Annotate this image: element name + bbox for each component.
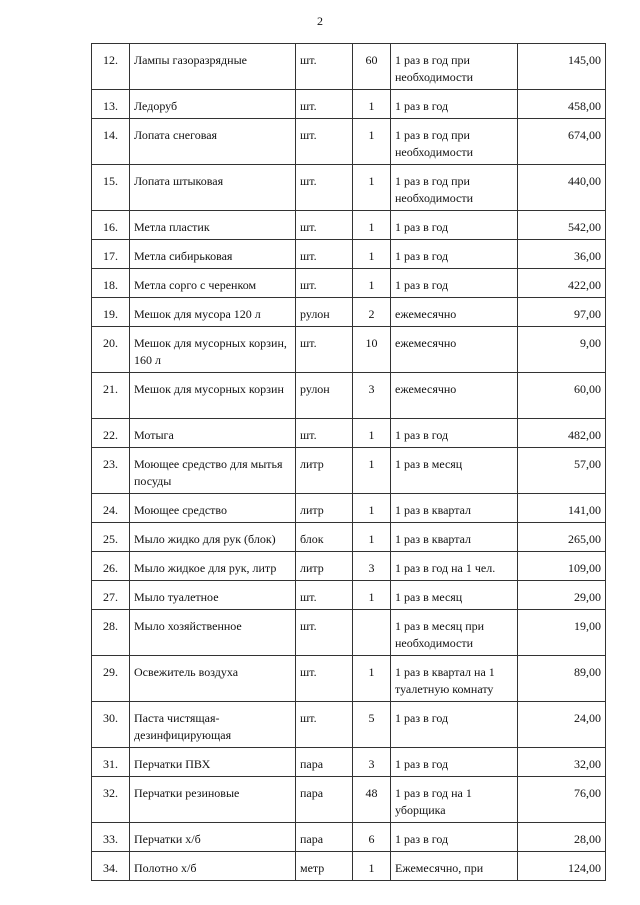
quantity-cell: 3 bbox=[353, 552, 391, 581]
row-number-cell: 25. bbox=[92, 523, 130, 552]
unit-cell: шт. bbox=[296, 656, 353, 702]
unit-cell: шт. bbox=[296, 269, 353, 298]
price-cell: 542,00 bbox=[518, 211, 606, 240]
item-name-cell: Паста чистящая-дезинфицирующая bbox=[130, 702, 296, 748]
frequency-cell: Ежемесячно, при bbox=[391, 852, 518, 881]
table-row bbox=[92, 777, 606, 823]
quantity-cell: 1 bbox=[353, 165, 391, 211]
row-number-cell: 20. bbox=[92, 327, 130, 373]
price-cell: 458,00 bbox=[518, 90, 606, 119]
price-cell: 440,00 bbox=[518, 165, 606, 211]
row-number-cell: 22. bbox=[92, 419, 130, 448]
table-row bbox=[92, 211, 606, 240]
frequency-cell: 1 раз в год bbox=[391, 90, 518, 119]
frequency-cell: ежемесячно bbox=[391, 373, 518, 419]
table-row bbox=[92, 327, 606, 373]
quantity-cell: 2 bbox=[353, 298, 391, 327]
item-name-cell: Перчатки х/б bbox=[130, 823, 296, 852]
frequency-cell: 1 раз в год bbox=[391, 702, 518, 748]
table-row bbox=[92, 823, 606, 852]
unit-cell: шт. bbox=[296, 327, 353, 373]
table-row bbox=[92, 373, 606, 419]
price-cell: 124,00 bbox=[518, 852, 606, 881]
table-row bbox=[92, 852, 606, 881]
row-number-cell: 30. bbox=[92, 702, 130, 748]
table-row bbox=[92, 702, 606, 748]
frequency-cell: 1 раз в квартал bbox=[391, 494, 518, 523]
row-number-cell: 24. bbox=[92, 494, 130, 523]
frequency-cell: 1 раз в квартал bbox=[391, 523, 518, 552]
table-row bbox=[92, 552, 606, 581]
quantity-cell: 1 bbox=[353, 90, 391, 119]
row-number-cell: 21. bbox=[92, 373, 130, 419]
frequency-cell: 1 раз в год bbox=[391, 823, 518, 852]
table-row bbox=[92, 581, 606, 610]
item-name-cell: Метла пластик bbox=[130, 211, 296, 240]
unit-cell: шт. bbox=[296, 119, 353, 165]
table-row bbox=[92, 748, 606, 777]
unit-cell: рулон bbox=[296, 298, 353, 327]
table-row bbox=[92, 610, 606, 656]
row-number-cell: 14. bbox=[92, 119, 130, 165]
frequency-cell: 1 раз в год bbox=[391, 211, 518, 240]
unit-cell: шт. bbox=[296, 419, 353, 448]
item-name-cell: Мешок для мусорных корзин bbox=[130, 373, 296, 419]
item-name-cell: Ледоруб bbox=[130, 90, 296, 119]
price-cell: 482,00 bbox=[518, 419, 606, 448]
row-number-cell: 34. bbox=[92, 852, 130, 881]
quantity-cell: 1 bbox=[353, 581, 391, 610]
table-row bbox=[92, 494, 606, 523]
frequency-cell: 1 раз в год на 1 уборщика bbox=[391, 777, 518, 823]
unit-cell: пара bbox=[296, 748, 353, 777]
item-name-cell: Метла сорго с черенком bbox=[130, 269, 296, 298]
item-name-cell: Мешок для мусора 120 л bbox=[130, 298, 296, 327]
row-number-cell: 29. bbox=[92, 656, 130, 702]
table-row bbox=[92, 656, 606, 702]
quantity-cell: 3 bbox=[353, 748, 391, 777]
price-cell: 76,00 bbox=[518, 777, 606, 823]
row-number-cell: 17. bbox=[92, 240, 130, 269]
frequency-cell: 1 раз в год при необходимости bbox=[391, 44, 518, 90]
unit-cell: шт. bbox=[296, 90, 353, 119]
table-row bbox=[92, 119, 606, 165]
item-name-cell: Мотыга bbox=[130, 419, 296, 448]
frequency-cell: 1 раз в год при необходимости bbox=[391, 119, 518, 165]
table-row bbox=[92, 90, 606, 119]
item-name-cell: Лопата снеговая bbox=[130, 119, 296, 165]
row-number-cell: 15. bbox=[92, 165, 130, 211]
page-number: 2 bbox=[317, 14, 323, 28]
quantity-cell: 1 bbox=[353, 240, 391, 269]
item-name-cell: Лампы газоразрядные bbox=[130, 44, 296, 90]
unit-cell: шт. bbox=[296, 610, 353, 656]
frequency-cell: 1 раз в месяц при необходимости bbox=[391, 610, 518, 656]
frequency-cell: 1 раз в месяц bbox=[391, 581, 518, 610]
frequency-cell: 1 раз в год на 1 чел. bbox=[391, 552, 518, 581]
quantity-cell: 1 bbox=[353, 119, 391, 165]
unit-cell: пара bbox=[296, 777, 353, 823]
price-cell: 32,00 bbox=[518, 748, 606, 777]
table-row bbox=[92, 165, 606, 211]
item-name-cell: Освежитель воздуха bbox=[130, 656, 296, 702]
row-number-cell: 31. bbox=[92, 748, 130, 777]
row-number-cell: 12. bbox=[92, 44, 130, 90]
item-name-cell: Полотно х/б bbox=[130, 852, 296, 881]
quantity-cell: 1 bbox=[353, 656, 391, 702]
price-cell: 28,00 bbox=[518, 823, 606, 852]
item-name-cell: Лопата штыковая bbox=[130, 165, 296, 211]
frequency-cell: 1 раз в год при необходимости bbox=[391, 165, 518, 211]
price-cell: 141,00 bbox=[518, 494, 606, 523]
row-number-cell: 28. bbox=[92, 610, 130, 656]
quantity-cell: 48 bbox=[353, 777, 391, 823]
row-number-cell: 18. bbox=[92, 269, 130, 298]
item-name-cell: Мыло хозяйственное bbox=[130, 610, 296, 656]
quantity-cell: 1 bbox=[353, 448, 391, 494]
price-cell: 422,00 bbox=[518, 269, 606, 298]
unit-cell: метр bbox=[296, 852, 353, 881]
quantity-cell: 1 bbox=[353, 419, 391, 448]
item-name-cell: Мыло жидко для рук (блок) bbox=[130, 523, 296, 552]
unit-cell: блок bbox=[296, 523, 353, 552]
row-number-cell: 23. bbox=[92, 448, 130, 494]
item-name-cell: Моющее средство bbox=[130, 494, 296, 523]
quantity-cell: 6 bbox=[353, 823, 391, 852]
price-cell: 145,00 bbox=[518, 44, 606, 90]
row-number-cell: 16. bbox=[92, 211, 130, 240]
quantity-cell: 1 bbox=[353, 269, 391, 298]
row-number-cell: 27. bbox=[92, 581, 130, 610]
item-name-cell: Метла сибирьковая bbox=[130, 240, 296, 269]
price-cell: 36,00 bbox=[518, 240, 606, 269]
unit-cell: шт. bbox=[296, 165, 353, 211]
row-number-cell: 32. bbox=[92, 777, 130, 823]
frequency-cell: ежемесячно bbox=[391, 298, 518, 327]
frequency-cell: 1 раз в квартал на 1 туалетную комнату bbox=[391, 656, 518, 702]
quantity-cell: 1 bbox=[353, 211, 391, 240]
unit-cell: пара bbox=[296, 823, 353, 852]
frequency-cell: 1 раз в год bbox=[391, 269, 518, 298]
item-name-cell: Мешок для мусорных корзин, 160 л bbox=[130, 327, 296, 373]
table-row bbox=[92, 419, 606, 448]
price-cell: 265,00 bbox=[518, 523, 606, 552]
price-cell: 674,00 bbox=[518, 119, 606, 165]
table-row bbox=[92, 269, 606, 298]
frequency-cell: 1 раз в год bbox=[391, 748, 518, 777]
price-cell: 89,00 bbox=[518, 656, 606, 702]
price-cell: 109,00 bbox=[518, 552, 606, 581]
table-row bbox=[92, 523, 606, 552]
unit-cell: литр bbox=[296, 552, 353, 581]
quantity-cell: 3 bbox=[353, 373, 391, 419]
unit-cell: шт. bbox=[296, 44, 353, 90]
item-name-cell: Перчатки резиновые bbox=[130, 777, 296, 823]
table-row bbox=[92, 44, 606, 90]
quantity-cell: 60 bbox=[353, 44, 391, 90]
unit-cell: литр bbox=[296, 448, 353, 494]
row-number-cell: 19. bbox=[92, 298, 130, 327]
frequency-cell: 1 раз в месяц bbox=[391, 448, 518, 494]
price-cell: 24,00 bbox=[518, 702, 606, 748]
supplies-table bbox=[91, 43, 606, 881]
unit-cell: литр bbox=[296, 494, 353, 523]
quantity-cell: 1 bbox=[353, 852, 391, 881]
row-number-cell: 13. bbox=[92, 90, 130, 119]
unit-cell: рулон bbox=[296, 373, 353, 419]
price-cell: 19,00 bbox=[518, 610, 606, 656]
quantity-cell: 1 bbox=[353, 494, 391, 523]
item-name-cell: Перчатки ПВХ bbox=[130, 748, 296, 777]
quantity-cell: 1 bbox=[353, 523, 391, 552]
frequency-cell: ежемесячно bbox=[391, 327, 518, 373]
unit-cell: шт. bbox=[296, 702, 353, 748]
item-name-cell: Мыло жидкое для рук, литр bbox=[130, 552, 296, 581]
price-cell: 29,00 bbox=[518, 581, 606, 610]
quantity-cell bbox=[353, 610, 391, 656]
item-name-cell: Мыло туалетное bbox=[130, 581, 296, 610]
frequency-cell: 1 раз в год bbox=[391, 419, 518, 448]
table-row bbox=[92, 240, 606, 269]
unit-cell: шт. bbox=[296, 581, 353, 610]
quantity-cell: 10 bbox=[353, 327, 391, 373]
price-cell: 9,00 bbox=[518, 327, 606, 373]
unit-cell: шт. bbox=[296, 240, 353, 269]
quantity-cell: 5 bbox=[353, 702, 391, 748]
table-row bbox=[92, 298, 606, 327]
price-cell: 57,00 bbox=[518, 448, 606, 494]
frequency-cell: 1 раз в год bbox=[391, 240, 518, 269]
table-body bbox=[92, 44, 606, 881]
row-number-cell: 33. bbox=[92, 823, 130, 852]
unit-cell: шт. bbox=[296, 211, 353, 240]
price-cell: 60,00 bbox=[518, 373, 606, 419]
item-name-cell: Моющее средство для мытья посуды bbox=[130, 448, 296, 494]
row-number-cell: 26. bbox=[92, 552, 130, 581]
table-row bbox=[92, 448, 606, 494]
price-cell: 97,00 bbox=[518, 298, 606, 327]
